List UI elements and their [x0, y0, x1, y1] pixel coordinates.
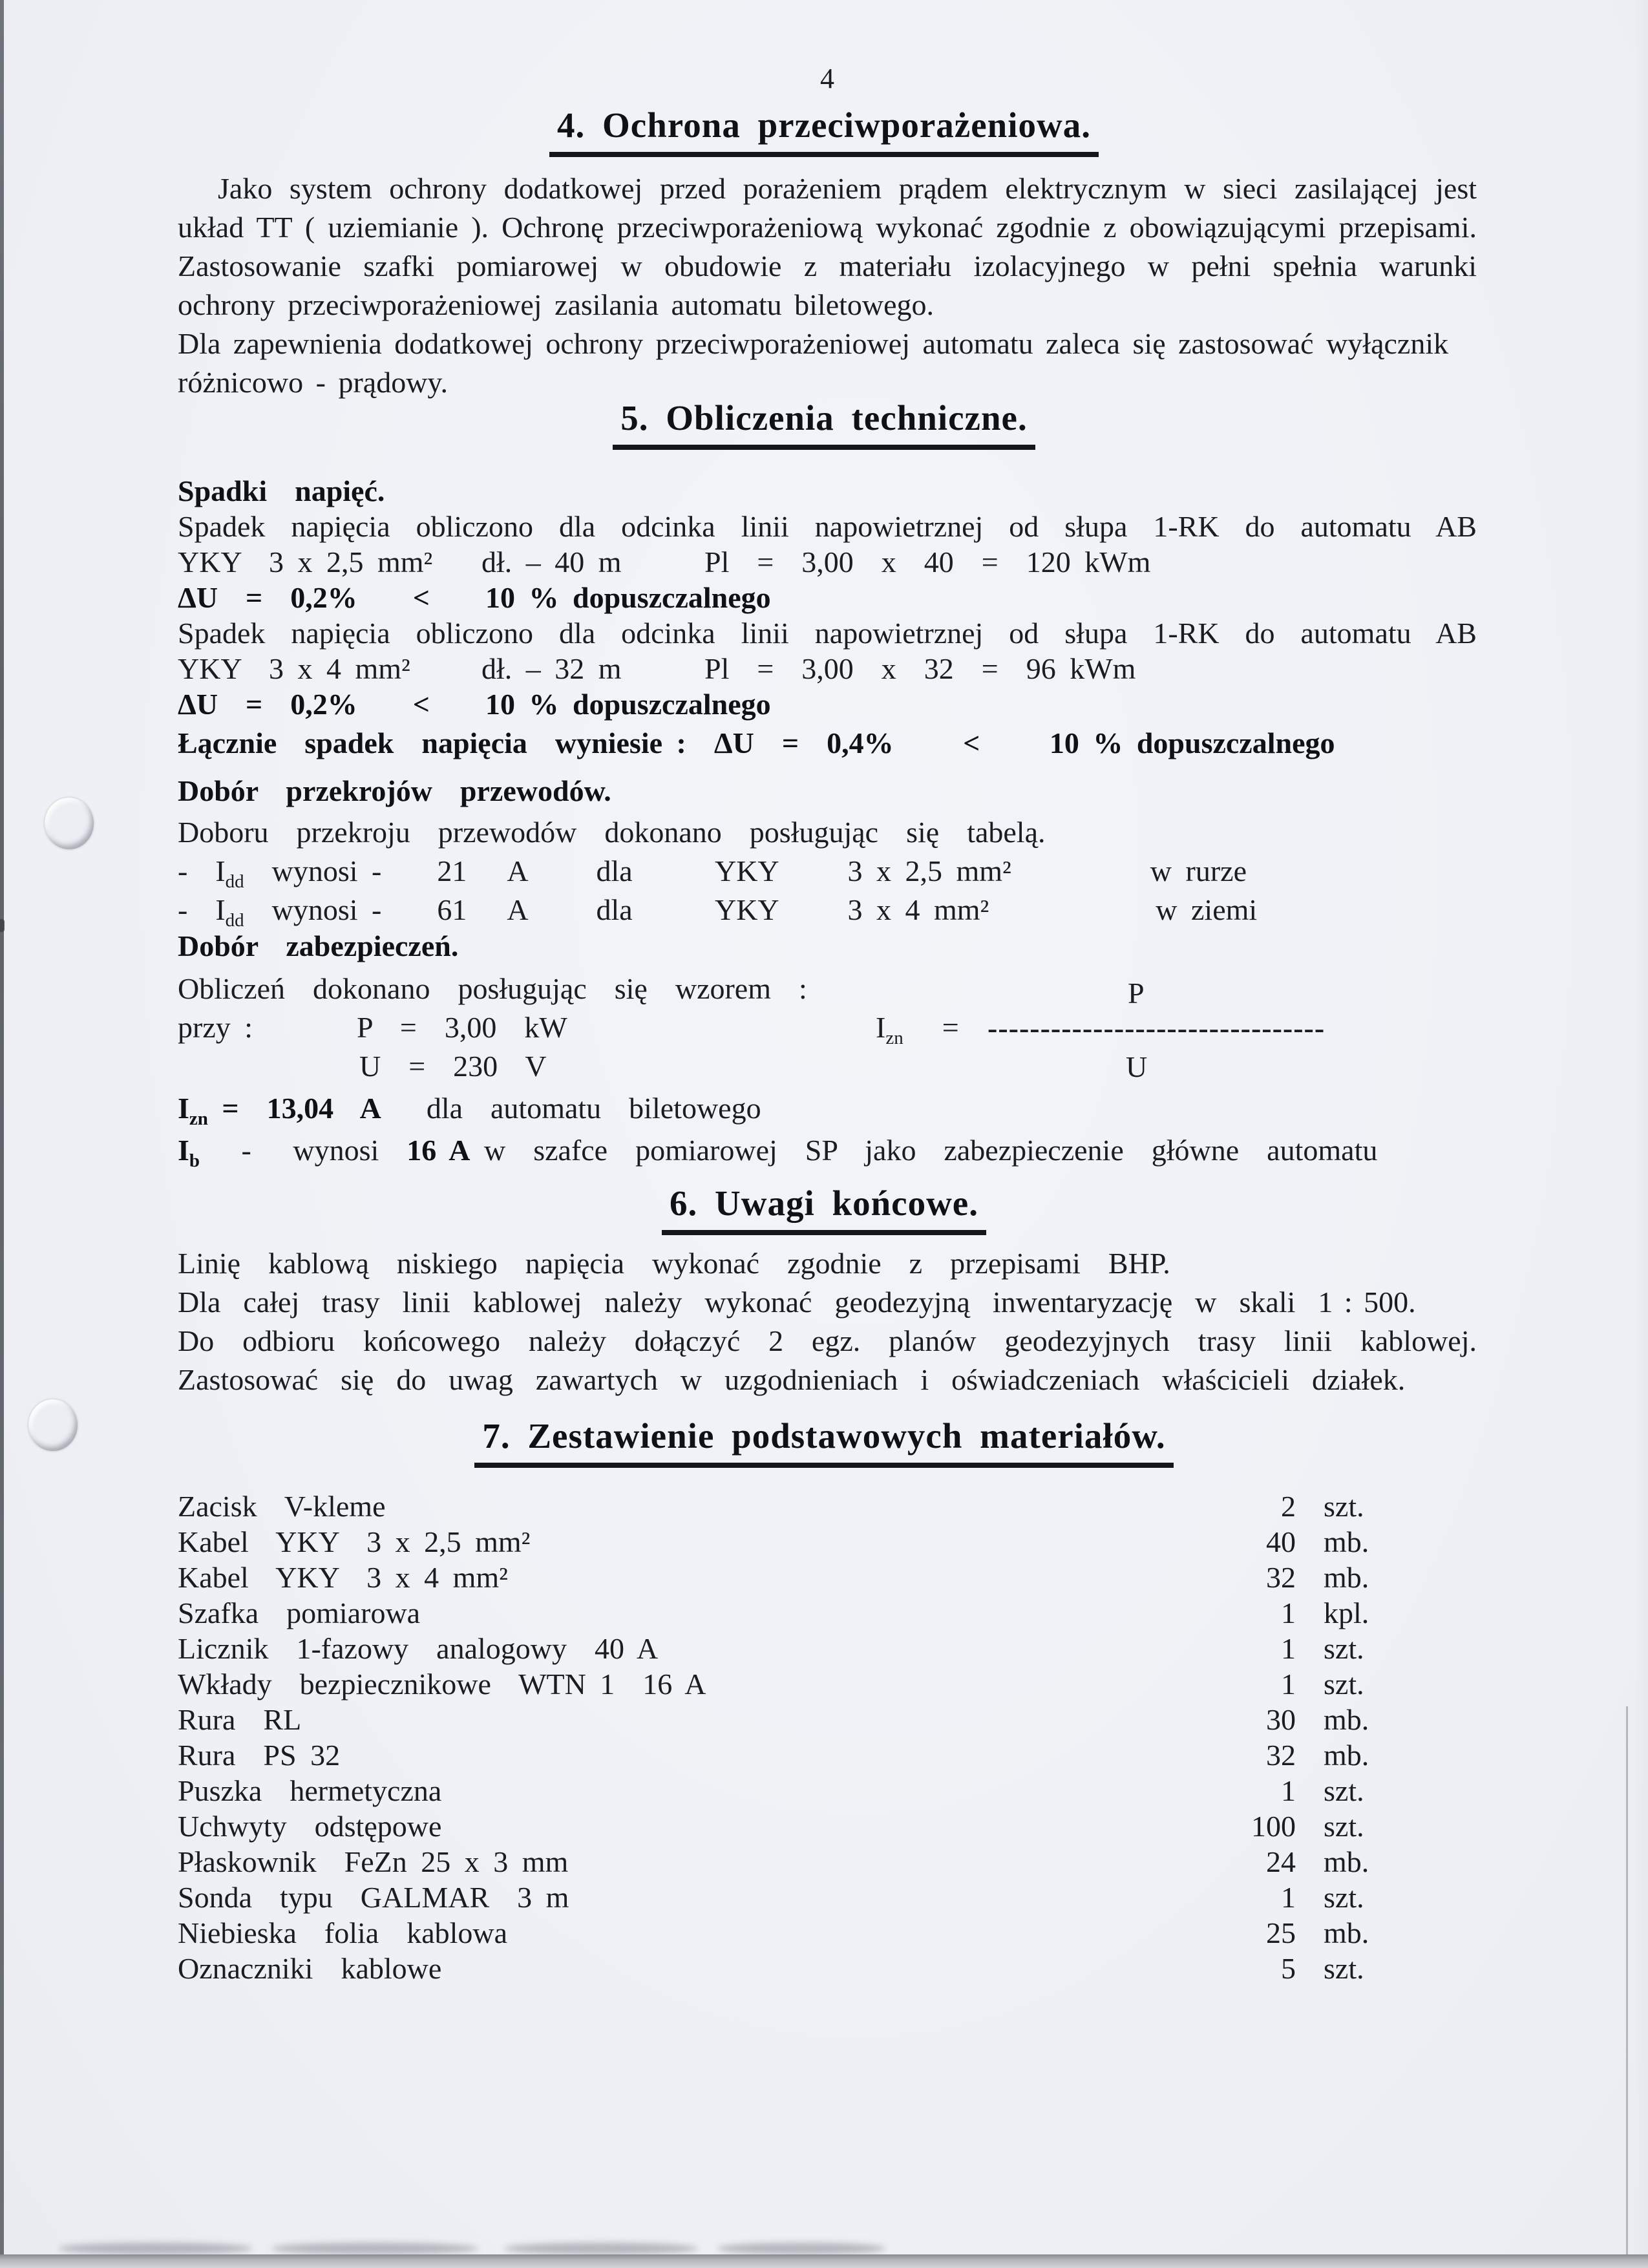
- paragraph-protection-main: Jako system ochrony dodatkowej przed porażeniem prądem elektrycznym w sieci zasilającej jest układ TT ( uziemianie ). Ochronę przeciwporażeniową wykonać zgodnie z obowiązującymi przepisami. Zastosowanie szafki pomiarowej w obudowie z materiału izolacyjnego w pełni spełnia warunki ochrony przeciwporażeniowej zasilania automatu biletowego.: [178, 172, 1477, 321]
- formula-izn: [876, 1008, 959, 1048]
- material-name: Uchwyty odstępowe: [178, 1810, 442, 1843]
- page-number: 4: [820, 63, 834, 94]
- idd2-symbol: - I: [178, 893, 226, 926]
- material-unit: kpl.: [1324, 1596, 1369, 1629]
- material-unit: mb.: [1324, 1525, 1369, 1558]
- izn-result-note: dla automatu biletowego: [426, 1092, 761, 1125]
- final-note-2: Dla całej trasy linii kablowej należy wykonać geodezyjną inwentaryzację w skali 1 : 500.: [178, 1286, 1416, 1319]
- ib-mid: - wynosi: [200, 1134, 407, 1167]
- material-qty: 100: [1251, 1810, 1296, 1843]
- formula-numerator: P: [1128, 977, 1145, 1010]
- material-qty: 24: [1266, 1845, 1296, 1878]
- ib-rest: w szafce pomiarowej SP jako zabezpieczenie główne automatu: [470, 1134, 1378, 1167]
- izn-result-value: = 13,04 A: [207, 1092, 381, 1125]
- scanner-bottom-edge: [0, 2254, 1648, 2268]
- voltage-drops-title: Spadki napięć.: [178, 474, 385, 507]
- heading-section-4: [223, 105, 1425, 157]
- ib-amps: 16 A: [407, 1134, 470, 1167]
- material-row: [178, 1700, 301, 1740]
- material-qty: 30: [1266, 1703, 1296, 1736]
- formula-izn-subscript: zn: [885, 1028, 903, 1049]
- material-qty: 1: [1281, 1774, 1296, 1807]
- idd1-detail: wynosi - 21 A dla YKY 3 x 2,5 mm² w rurze: [244, 854, 1247, 887]
- material-row: [178, 1487, 386, 1527]
- total-voltage-drop: Łącznie spadek napięcia wyniesie : ΔU = 0,4% < 10 % dopuszczalnego: [178, 726, 1335, 759]
- material-unit: szt.: [1324, 1632, 1364, 1665]
- material-row: [178, 1593, 420, 1633]
- heading-section-6: [223, 1183, 1425, 1235]
- material-name: Wkłady bezpiecznikowe WTN 1 16 A: [178, 1668, 706, 1701]
- material-unit: szt.: [1324, 1810, 1364, 1843]
- drop2-calc: Pl = 3,00 x 32 = 96 kWm: [704, 652, 1136, 685]
- material-qty: 5: [1281, 1952, 1296, 1985]
- formula-equals: =: [942, 1011, 959, 1044]
- material-row: [178, 1771, 441, 1811]
- material-name: Kabel YKY 3 x 4 mm²: [178, 1561, 508, 1594]
- heading-section-7-text: 7. Zestawienie podstawowych materiałów.: [474, 1415, 1173, 1468]
- final-note-1: Linię kablową niskiego napięcia wykonać zgodnie z przepisami BHP.: [178, 1247, 1170, 1280]
- drop1-cable: YKY 3 x 2,5 mm²: [178, 546, 433, 578]
- material-unit: szt.: [1324, 1774, 1364, 1807]
- material-row: [178, 1913, 507, 1953]
- final-note-3: Do odbioru końcowego należy dołączyć 2 egz. planów geodezyjnych trasy linii kablowej.: [178, 1324, 1477, 1357]
- material-unit: mb.: [1324, 1845, 1369, 1878]
- fuse-selection-title: Dobór zabezpieczeń.: [178, 929, 459, 962]
- formula-denominator: U: [1126, 1050, 1148, 1083]
- material-qty: 1: [1281, 1668, 1296, 1701]
- material-unit: mb.: [1324, 1739, 1369, 1772]
- material-row: [178, 1629, 658, 1669]
- fuse-selection-intro: Obliczeń dokonano posługując się wzorem :: [178, 972, 807, 1005]
- drop1-length: dł. – 40 m: [481, 546, 622, 578]
- material-name: Oznaczniki kablowe: [178, 1952, 442, 1985]
- material-name: Licznik 1-fazowy analogowy 40 A: [178, 1632, 659, 1665]
- drop2-cable: YKY 3 x 4 mm²: [178, 652, 410, 685]
- material-name: Rura PS 32: [178, 1739, 341, 1772]
- conductor-selection-intro: Doboru przekroju przewodów dokonano posługując się tabelą.: [178, 816, 1046, 849]
- material-name: Niebieska folia kablowa: [178, 1916, 508, 1949]
- przy-label: przy :: [178, 1011, 253, 1044]
- material-qty: 1: [1281, 1632, 1296, 1665]
- material-qty: 32: [1266, 1561, 1296, 1594]
- power-value: P = 3,00 kW: [357, 1011, 567, 1044]
- material-qty: 32: [1266, 1739, 1296, 1772]
- drop1-result: ΔU = 0,2% < 10 % dopuszczalnego: [178, 581, 771, 614]
- bottom-shadow-scallop: [271, 2243, 478, 2254]
- material-qty: 1: [1281, 1881, 1296, 1914]
- conductor-selection-title: Dobór przekrojów przewodów.: [178, 774, 611, 807]
- material-unit: szt.: [1324, 1881, 1364, 1914]
- scanner-right-edge-shade: [1634, 0, 1648, 2268]
- idd2-detail: wynosi - 61 A dla YKY 3 x 4 mm² w ziemi: [244, 893, 1258, 926]
- heading-section-5-text: 5. Obliczenia techniczne.: [613, 397, 1035, 450]
- paper-right-edge-line: [1626, 1706, 1628, 2257]
- bottom-shadow-scallop: [717, 2243, 885, 2254]
- ib-symbol: I: [178, 1134, 189, 1167]
- formula-fraction-bar: --------------------------------: [988, 1012, 1326, 1044]
- ib-subscript: b: [189, 1150, 200, 1172]
- heading-section-7: [223, 1415, 1425, 1468]
- idd-row-2: [178, 890, 1257, 930]
- material-qty: 2: [1281, 1490, 1296, 1523]
- drop2-result: ΔU = 0,2% < 10 % dopuszczalnego: [178, 688, 771, 721]
- idd-row-1: [178, 851, 1247, 891]
- material-qty: 40: [1266, 1525, 1296, 1558]
- left-edge-speck: [0, 919, 5, 932]
- material-row: [178, 1522, 530, 1562]
- material-row: [178, 1842, 568, 1882]
- idd1-symbol: - I: [178, 854, 226, 887]
- material-row: [178, 1878, 569, 1918]
- material-unit: mb.: [1324, 1703, 1369, 1736]
- punch-hole-top: [45, 798, 94, 849]
- material-row: [178, 1735, 340, 1775]
- material-row: [178, 1949, 441, 1989]
- punch-hole-bottom: [28, 1399, 78, 1451]
- material-unit: mb.: [1324, 1561, 1369, 1594]
- heading-section-5: [223, 397, 1425, 450]
- izn-result-symbol: I: [178, 1092, 189, 1125]
- idd2-subscript: dd: [225, 910, 244, 931]
- heading-section-4-text: 4. Ochrona przeciwporażeniowa.: [549, 105, 1099, 157]
- drop1-intro: Spadek napięcia obliczono dla odcinka linii napowietrznej od słupa 1-RK do automatu AB: [178, 510, 1477, 543]
- material-unit: szt.: [1324, 1952, 1364, 1985]
- material-unit: mb.: [1324, 1916, 1369, 1949]
- material-row: [178, 1807, 441, 1847]
- ib-line: [178, 1130, 1377, 1171]
- formula-izn-symbol: I: [876, 1011, 886, 1044]
- material-name: Płaskownik FeZn 25 x 3 mm: [178, 1845, 569, 1878]
- heading-section-6-text: 6. Uwagi końcowe.: [662, 1183, 986, 1235]
- material-qty: 1: [1281, 1596, 1296, 1629]
- drop2-length: dł. – 32 m: [481, 652, 622, 685]
- material-qty: 25: [1266, 1916, 1296, 1949]
- material-name: Puszka hermetyczna: [178, 1774, 442, 1807]
- material-name: Sonda typu GALMAR 3 m: [178, 1881, 569, 1914]
- paragraph-protection-extra: Dla zapewnienia dodatkowej ochrony przeciwporażeniowej automatu zaleca się zastosować wyłącznik różnicowo - prądowy.: [178, 327, 1449, 399]
- idd1-subscript: dd: [225, 871, 244, 893]
- bottom-shadow-scallop: [504, 2243, 698, 2254]
- final-note-4: Zastosować się do uwag zawartych w uzgodnieniach i oświadczeniach właścicieli działek.: [178, 1363, 1406, 1396]
- voltage-value: U = 230 V: [359, 1050, 547, 1083]
- material-name: Kabel YKY 3 x 2,5 mm²: [178, 1525, 531, 1558]
- material-row: [178, 1558, 508, 1598]
- material-unit: szt.: [1324, 1490, 1364, 1523]
- scanner-left-edge-shadow: [0, 0, 4, 2268]
- material-row: [178, 1664, 706, 1704]
- drop1-calc: Pl = 3,00 x 40 = 120 kWm: [704, 546, 1151, 578]
- material-name: Rura RL: [178, 1703, 302, 1736]
- drop2-intro: Spadek napięcia obliczono dla odcinka linii napowietrznej od słupa 1-RK do automatu AB: [178, 617, 1477, 650]
- material-unit: szt.: [1324, 1668, 1364, 1701]
- izn-result-subscript: zn: [189, 1108, 208, 1130]
- material-name: Zacisk V-kleme: [178, 1490, 386, 1523]
- izn-result-line: [178, 1088, 761, 1129]
- bottom-shadow-scallop: [58, 2243, 252, 2254]
- material-name: Szafka pomiarowa: [178, 1596, 421, 1629]
